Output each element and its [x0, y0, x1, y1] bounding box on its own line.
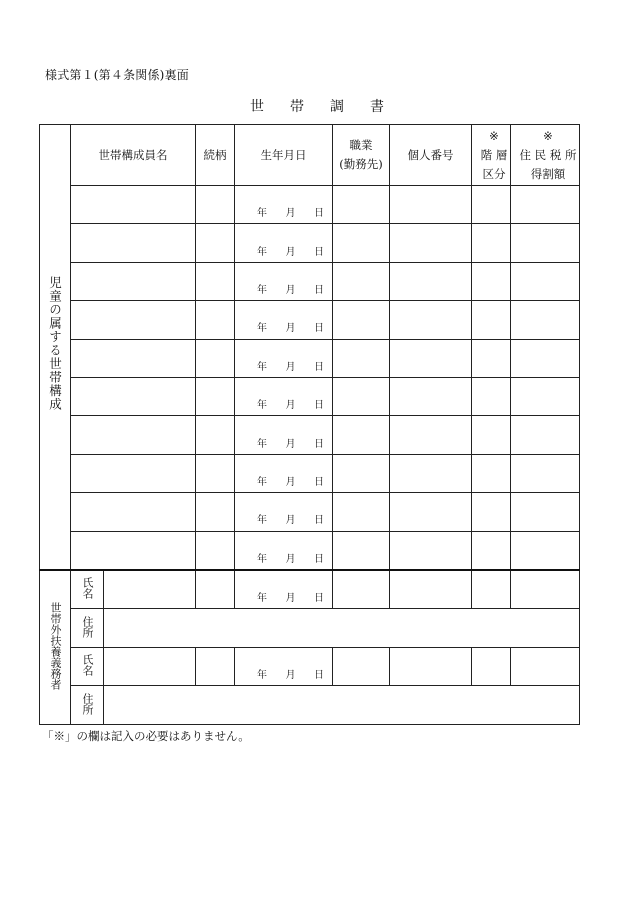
- member-tier-cell: [472, 301, 511, 339]
- footnote: 「※」の欄は記入の必要はありません。: [42, 729, 250, 743]
- member-name-cell[interactable]: [71, 454, 196, 492]
- member-name-cell[interactable]: [71, 416, 196, 454]
- date-month: 月: [285, 593, 296, 605]
- header-tax: [511, 125, 580, 186]
- date-day: 日: [314, 400, 324, 412]
- member-occupation-cell[interactable]: [333, 493, 390, 531]
- member-relation-cell[interactable]: [196, 416, 235, 454]
- member-tier-cell: [472, 454, 511, 492]
- date-day: 日: [314, 553, 324, 565]
- form-code: 様式第１(第４条関係)裏面: [45, 68, 189, 82]
- date-day: 日: [314, 323, 324, 335]
- other-address-cell[interactable]: [104, 609, 580, 648]
- date-year: 年: [257, 400, 267, 412]
- member-tax-cell: [511, 416, 580, 454]
- other-birthdate-cell[interactable]: [235, 570, 333, 609]
- other-name-cell[interactable]: [104, 647, 196, 686]
- member-tax-cell: [511, 301, 580, 339]
- member-relation-cell[interactable]: [196, 377, 235, 415]
- other-address-row: [40, 686, 580, 725]
- member-relation-cell[interactable]: [196, 339, 235, 377]
- date-year: 年: [257, 361, 267, 373]
- header-tax-line1: 住 民 税 所: [519, 147, 577, 162]
- title-char: 帯: [290, 99, 304, 115]
- member-tier-cell: [472, 186, 511, 224]
- header-occupation-line2: (勤務先): [339, 157, 383, 171]
- member-tax-cell: [511, 493, 580, 531]
- other-personal-number-cell[interactable]: [390, 647, 472, 686]
- other-address-label: 住所: [81, 692, 94, 715]
- date-year: 年: [257, 323, 267, 335]
- date-year: 年: [257, 515, 267, 527]
- date-year: 年: [257, 476, 267, 488]
- member-relation-cell[interactable]: [196, 301, 235, 339]
- header-tier-line1: 階 層: [480, 147, 508, 162]
- other-address-cell[interactable]: [104, 686, 580, 725]
- date-year: 年: [257, 246, 267, 258]
- member-row: [40, 493, 580, 531]
- member-tier-cell: [472, 377, 511, 415]
- date-day: 日: [314, 361, 324, 373]
- date-day: 日: [314, 208, 324, 220]
- other-tier-cell: [472, 570, 511, 609]
- member-name-cell[interactable]: [71, 224, 196, 262]
- header-occupation-line1: 職業: [349, 138, 373, 152]
- member-personal-number-cell[interactable]: [390, 186, 472, 224]
- date-day: 日: [314, 670, 324, 682]
- other-relation-cell[interactable]: [196, 647, 235, 686]
- member-relation-cell[interactable]: [196, 493, 235, 531]
- member-row: [40, 377, 580, 415]
- date-year: 年: [257, 670, 267, 682]
- date-month: 月: [285, 400, 296, 412]
- other-occupation-cell[interactable]: [333, 570, 390, 609]
- member-tax-cell: [511, 186, 580, 224]
- member-occupation-cell[interactable]: [333, 377, 390, 415]
- date-day: 日: [314, 593, 324, 605]
- member-tier-cell: [472, 262, 511, 300]
- member-section-label-cell: [40, 125, 71, 570]
- date-year: 年: [257, 208, 267, 220]
- date-month: 月: [285, 438, 296, 450]
- other-name-label: 氏名: [81, 654, 94, 677]
- other-name-label: 氏名: [81, 577, 94, 600]
- member-birthdate-cell[interactable]: [235, 262, 333, 300]
- header-birthdate: 生年月日: [235, 125, 333, 186]
- member-birthdate-cell[interactable]: [235, 339, 333, 377]
- member-birthdate-cell[interactable]: [235, 377, 333, 415]
- other-section-label: 世帯外扶養義務者: [49, 601, 62, 690]
- member-tax-cell: [511, 339, 580, 377]
- date-year: 年: [257, 593, 267, 605]
- member-row: [40, 262, 580, 300]
- other-relation-cell[interactable]: [196, 570, 235, 609]
- member-personal-number-cell[interactable]: [390, 493, 472, 531]
- member-relation-cell[interactable]: [196, 186, 235, 224]
- other-occupation-cell[interactable]: [333, 647, 390, 686]
- header-tier-mark: ※: [489, 128, 499, 143]
- member-name-cell[interactable]: [71, 377, 196, 415]
- member-tier-cell: [472, 531, 511, 570]
- other-tier-cell: [472, 647, 511, 686]
- header-personal-number: 個人番号: [390, 125, 472, 186]
- date-year: 年: [257, 284, 267, 296]
- member-personal-number-cell[interactable]: [390, 416, 472, 454]
- member-occupation-cell[interactable]: [333, 416, 390, 454]
- header-tier: [472, 125, 511, 186]
- household-survey-table: [39, 124, 580, 725]
- member-tax-cell: [511, 454, 580, 492]
- other-tax-cell: [511, 570, 580, 609]
- member-row: [40, 301, 580, 339]
- other-address-label-cell: [71, 686, 104, 725]
- member-personal-number-cell[interactable]: [390, 301, 472, 339]
- member-personal-number-cell[interactable]: [390, 262, 472, 300]
- table-header-row: [40, 125, 580, 186]
- member-personal-number-cell[interactable]: [390, 377, 472, 415]
- member-name-cell[interactable]: [71, 262, 196, 300]
- header-tax-mark: ※: [543, 128, 553, 143]
- member-tax-cell: [511, 262, 580, 300]
- member-personal-number-cell[interactable]: [390, 339, 472, 377]
- other-name-label-cell: [71, 647, 104, 686]
- member-birthdate-cell[interactable]: [235, 531, 333, 570]
- title-char: 調: [330, 99, 344, 115]
- date-year: 年: [257, 553, 267, 565]
- other-name-label-cell: [71, 570, 104, 609]
- date-month: 月: [285, 323, 296, 335]
- header-tax-line2: 得割額: [530, 166, 566, 181]
- date-month: 月: [285, 553, 296, 565]
- member-birthdate-cell[interactable]: [235, 416, 333, 454]
- member-personal-number-cell[interactable]: [390, 454, 472, 492]
- member-occupation-cell[interactable]: [333, 224, 390, 262]
- member-birthdate-cell[interactable]: [235, 224, 333, 262]
- member-personal-number-cell[interactable]: [390, 224, 472, 262]
- member-occupation-cell[interactable]: [333, 454, 390, 492]
- member-tax-cell: [511, 377, 580, 415]
- date-month: 月: [285, 515, 296, 527]
- member-relation-cell[interactable]: [196, 531, 235, 570]
- member-occupation-cell[interactable]: [333, 186, 390, 224]
- date-month: 月: [285, 361, 296, 373]
- member-tier-cell: [472, 339, 511, 377]
- member-personal-number-cell[interactable]: [390, 531, 472, 570]
- member-birthdate-cell[interactable]: [235, 186, 333, 224]
- date-year: 年: [257, 438, 267, 450]
- member-name-cell[interactable]: [71, 186, 196, 224]
- other-address-label: 住所: [81, 615, 94, 638]
- date-month: 月: [285, 284, 296, 296]
- header-tier-line2: 区分: [482, 166, 506, 181]
- header-relation: 続柄: [196, 125, 235, 186]
- member-row: [40, 531, 580, 570]
- member-occupation-cell[interactable]: [333, 262, 390, 300]
- form-title: [250, 96, 384, 116]
- member-tier-cell: [472, 493, 511, 531]
- title-char: 書: [370, 99, 384, 115]
- title-char: 世: [250, 99, 264, 115]
- member-section-label: 児童の属する世帯構成: [47, 276, 63, 412]
- other-name-row: [40, 647, 580, 686]
- other-name-cell[interactable]: [104, 570, 196, 609]
- member-tax-cell: [511, 224, 580, 262]
- other-name-row: [40, 570, 580, 609]
- member-name-cell[interactable]: [71, 531, 196, 570]
- other-personal-number-cell[interactable]: [390, 570, 472, 609]
- other-birthdate-cell[interactable]: [235, 647, 333, 686]
- member-row: [40, 454, 580, 492]
- member-name-cell[interactable]: [71, 493, 196, 531]
- member-tax-cell: [511, 531, 580, 570]
- other-address-row: [40, 609, 580, 648]
- date-month: 月: [285, 476, 296, 488]
- date-day: 日: [314, 515, 324, 527]
- member-tier-cell: [472, 416, 511, 454]
- member-name-cell[interactable]: [71, 301, 196, 339]
- other-address-label-cell: [71, 609, 104, 648]
- member-birthdate-cell[interactable]: [235, 454, 333, 492]
- member-row: [40, 339, 580, 377]
- other-tax-cell: [511, 647, 580, 686]
- member-occupation-cell[interactable]: [333, 339, 390, 377]
- member-relation-cell[interactable]: [196, 224, 235, 262]
- member-row: [40, 416, 580, 454]
- member-tier-cell: [472, 224, 511, 262]
- member-relation-cell[interactable]: [196, 262, 235, 300]
- date-day: 日: [314, 476, 324, 488]
- member-row: [40, 224, 580, 262]
- date-day: 日: [314, 284, 324, 296]
- member-occupation-cell[interactable]: [333, 301, 390, 339]
- header-member-name: 世帯構成員名: [71, 125, 196, 186]
- member-relation-cell[interactable]: [196, 454, 235, 492]
- member-birthdate-cell[interactable]: [235, 301, 333, 339]
- member-name-cell[interactable]: [71, 339, 196, 377]
- member-occupation-cell[interactable]: [333, 531, 390, 570]
- date-month: 月: [285, 208, 296, 220]
- date-day: 日: [314, 246, 324, 258]
- member-row: [40, 186, 580, 224]
- date-day: 日: [314, 438, 324, 450]
- date-month: 月: [285, 246, 296, 258]
- member-birthdate-cell[interactable]: [235, 493, 333, 531]
- date-month: 月: [285, 670, 296, 682]
- header-occupation: [333, 125, 390, 186]
- other-section-label-cell: [40, 570, 71, 725]
